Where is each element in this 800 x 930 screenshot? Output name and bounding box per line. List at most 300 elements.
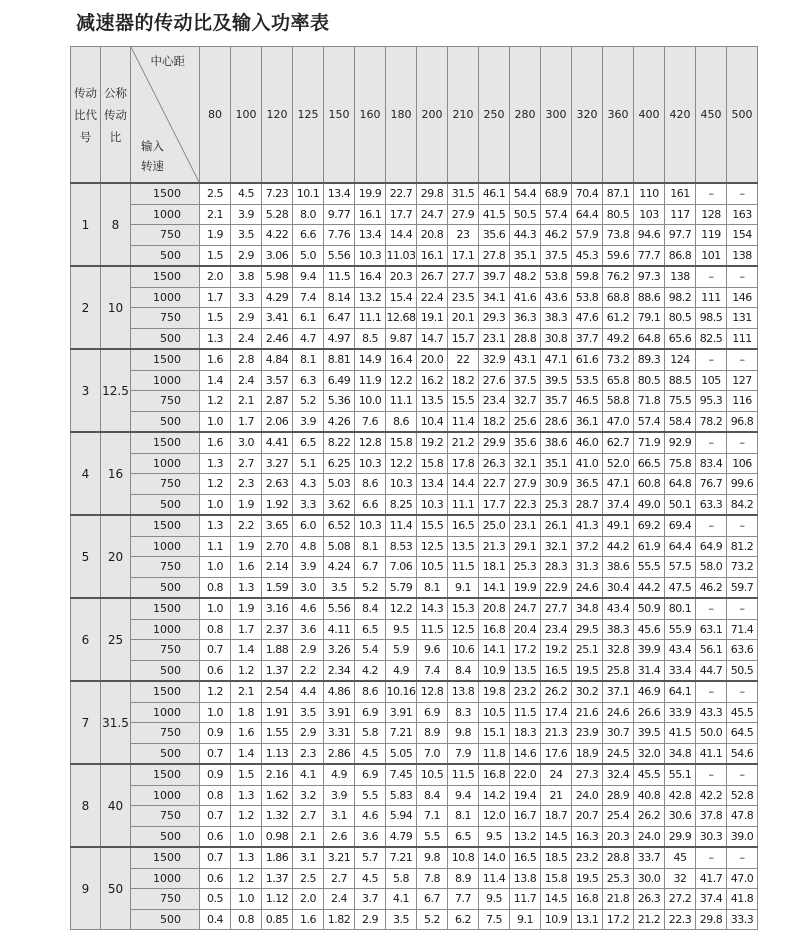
power-value-cell: 1.0 — [231, 889, 262, 910]
center-distance-header: 360 — [603, 47, 634, 184]
power-value-cell: 81.2 — [727, 536, 758, 557]
power-value-cell: 3.57 — [262, 370, 293, 391]
power-value-cell: – — [727, 266, 758, 287]
power-value-cell: 61.6 — [572, 349, 603, 370]
table-header — [71, 47, 758, 184]
power-value-cell: 3.91 — [386, 702, 417, 723]
power-value-cell: 27.2 — [665, 889, 696, 910]
power-value-cell: 13.5 — [417, 391, 448, 412]
power-value-cell: 0.8 — [200, 619, 231, 640]
power-value-cell: 71.8 — [634, 391, 665, 412]
power-value-cell: 57.4 — [541, 204, 572, 225]
power-value-cell: 50.5 — [727, 660, 758, 681]
power-value-cell: 4.24 — [324, 557, 355, 578]
power-value-cell: 3.1 — [324, 806, 355, 827]
center-distance-header: 280 — [510, 47, 541, 184]
input-speed-cell: 750 — [131, 474, 200, 495]
input-speed-cell: 1500 — [131, 266, 200, 287]
power-value-cell: 0.7 — [200, 743, 231, 764]
code-column-header: 传动 比代 号 — [71, 47, 101, 184]
power-value-cell: 2.9 — [231, 308, 262, 329]
power-value-cell: 111 — [696, 287, 727, 308]
power-value-cell: 10.3 — [355, 453, 386, 474]
power-value-cell: 9.8 — [417, 847, 448, 868]
power-value-cell: 2.1 — [200, 204, 231, 225]
power-value-cell: 80.5 — [634, 370, 665, 391]
power-value-cell: 9.5 — [386, 619, 417, 640]
center-distance-label: 中心距 — [150, 54, 185, 68]
input-speed-cell: 750 — [131, 640, 200, 661]
power-value-cell: 2.1 — [293, 826, 324, 847]
center-distance-header: 320 — [572, 47, 603, 184]
power-value-cell: 119 — [696, 225, 727, 246]
table-row — [71, 702, 758, 723]
power-value-cell: 13.8 — [510, 868, 541, 889]
power-value-cell: 9.6 — [417, 640, 448, 661]
power-value-cell: 4.84 — [262, 349, 293, 370]
power-value-cell: 47.0 — [727, 868, 758, 889]
power-value-cell: 5.94 — [386, 806, 417, 827]
power-value-cell: 9.1 — [510, 909, 541, 930]
power-value-cell: 24.5 — [603, 743, 634, 764]
power-value-cell: 33.3 — [727, 909, 758, 930]
power-value-cell: 47.6 — [572, 308, 603, 329]
power-value-cell: 14.1 — [479, 577, 510, 598]
power-value-cell: 0.9 — [200, 764, 231, 785]
power-value-cell: 138 — [665, 266, 696, 287]
power-value-cell: 9.77 — [324, 204, 355, 225]
power-value-cell: 27.3 — [572, 764, 603, 785]
power-value-cell: 49.1 — [603, 515, 634, 536]
power-value-cell: 47.1 — [603, 474, 634, 495]
ratio-code-cell: 8 — [71, 764, 101, 847]
power-value-cell: 34.1 — [479, 287, 510, 308]
power-value-cell: 23.2 — [572, 847, 603, 868]
power-value-cell: 26.2 — [541, 681, 572, 702]
power-value-cell: 34.8 — [665, 743, 696, 764]
power-value-cell: 89.3 — [634, 349, 665, 370]
table-row — [71, 287, 758, 308]
power-value-cell: 61.2 — [603, 308, 634, 329]
power-value-cell: 39.0 — [727, 826, 758, 847]
power-value-cell: 30.6 — [665, 806, 696, 827]
power-value-cell: 86.8 — [665, 245, 696, 266]
power-value-cell: 5.05 — [386, 743, 417, 764]
power-value-cell: 0.9 — [200, 723, 231, 744]
power-value-cell: 58.4 — [665, 411, 696, 432]
power-value-cell: 161 — [665, 183, 696, 204]
center-distance-header: 400 — [634, 47, 665, 184]
power-value-cell: 23.1 — [479, 328, 510, 349]
table-row — [71, 826, 758, 847]
input-speed-cell: 500 — [131, 660, 200, 681]
ratio-code-cell: 7 — [71, 681, 101, 764]
power-value-cell: 24.0 — [634, 826, 665, 847]
power-value-cell: 53.5 — [572, 370, 603, 391]
power-value-cell: 65.8 — [603, 370, 634, 391]
power-value-cell: 55.9 — [665, 619, 696, 640]
power-value-cell: 3.9 — [293, 411, 324, 432]
power-value-cell: – — [696, 515, 727, 536]
power-value-cell: 13.2 — [355, 287, 386, 308]
power-value-cell: 8.9 — [417, 723, 448, 744]
table-row — [71, 577, 758, 598]
power-value-cell: 14.5 — [541, 889, 572, 910]
power-value-cell: 13.5 — [448, 536, 479, 557]
table-row — [71, 764, 758, 785]
power-value-cell: 15.8 — [417, 453, 448, 474]
power-value-cell: 6.7 — [417, 889, 448, 910]
power-value-cell: 11.1 — [448, 494, 479, 515]
power-value-cell: 4.22 — [262, 225, 293, 246]
power-value-cell: 2.7 — [231, 453, 262, 474]
power-value-cell: 19.5 — [572, 660, 603, 681]
center-distance-header: 300 — [541, 47, 572, 184]
power-value-cell: 2.63 — [262, 474, 293, 495]
power-value-cell: 6.6 — [293, 225, 324, 246]
power-value-cell: 12.2 — [386, 370, 417, 391]
power-value-cell: 3.9 — [231, 204, 262, 225]
power-value-cell: 7.4 — [293, 287, 324, 308]
input-speed-cell: 1500 — [131, 183, 200, 204]
table-row — [71, 391, 758, 412]
power-value-cell: 9.1 — [448, 577, 479, 598]
power-value-cell: 35.6 — [479, 225, 510, 246]
power-value-cell: 25.0 — [479, 515, 510, 536]
power-value-cell: 8.4 — [448, 660, 479, 681]
power-value-cell: 28.8 — [603, 847, 634, 868]
power-value-cell: 138 — [727, 245, 758, 266]
power-value-cell: 10.8 — [448, 847, 479, 868]
power-value-cell: 50.9 — [634, 598, 665, 619]
power-value-cell: 64.8 — [665, 474, 696, 495]
power-value-cell: 15.8 — [541, 868, 572, 889]
power-value-cell: 21.3 — [479, 536, 510, 557]
power-value-cell: 19.5 — [572, 868, 603, 889]
power-value-cell: 3.6 — [293, 619, 324, 640]
power-value-cell: 75.5 — [665, 391, 696, 412]
power-value-cell: 10.3 — [355, 245, 386, 266]
power-value-cell: 8.5 — [355, 328, 386, 349]
power-value-cell: 18.2 — [448, 370, 479, 391]
center-distance-header: 160 — [355, 47, 386, 184]
power-value-cell: 44.3 — [510, 225, 541, 246]
power-value-cell: 12.5 — [417, 536, 448, 557]
power-value-cell: 1.5 — [200, 308, 231, 329]
power-value-cell: 1.7 — [200, 287, 231, 308]
power-value-cell: 26.6 — [634, 702, 665, 723]
power-value-cell: 44.7 — [696, 660, 727, 681]
power-value-cell: 68.9 — [541, 183, 572, 204]
power-value-cell: 105 — [696, 370, 727, 391]
power-value-cell: 21.2 — [634, 909, 665, 930]
power-value-cell: 22.9 — [541, 577, 572, 598]
input-speed-cell: 1500 — [131, 598, 200, 619]
power-value-cell: 10.3 — [417, 494, 448, 515]
power-value-cell: 1.2 — [231, 806, 262, 827]
power-value-cell: 2.4 — [231, 370, 262, 391]
power-value-cell: 37.1 — [603, 681, 634, 702]
power-value-cell: 1.0 — [231, 826, 262, 847]
power-value-cell: 2.1 — [231, 391, 262, 412]
power-value-cell: 6.1 — [293, 308, 324, 329]
power-value-cell: 0.8 — [200, 785, 231, 806]
power-value-cell: 16.5 — [541, 660, 572, 681]
power-value-cell: 131 — [727, 308, 758, 329]
power-value-cell: 23 — [448, 225, 479, 246]
power-value-cell: 47.0 — [603, 411, 634, 432]
power-value-cell: 57.4 — [634, 411, 665, 432]
power-value-cell: 3.65 — [262, 515, 293, 536]
power-value-cell: – — [696, 847, 727, 868]
power-value-cell: 3.5 — [324, 577, 355, 598]
table-row — [71, 868, 758, 889]
power-value-cell: 5.4 — [355, 640, 386, 661]
power-value-cell: 5.8 — [386, 868, 417, 889]
nominal-ratio-cell: 50 — [101, 847, 131, 930]
power-value-cell: 1.0 — [200, 494, 231, 515]
power-value-cell: 5.03 — [324, 474, 355, 495]
power-value-cell: 1.37 — [262, 660, 293, 681]
power-value-cell: 98.2 — [665, 287, 696, 308]
power-value-cell: 26.7 — [417, 266, 448, 287]
power-value-cell: 1.4 — [231, 743, 262, 764]
power-value-cell: 29.9 — [479, 432, 510, 453]
power-value-cell: 0.6 — [200, 660, 231, 681]
center-distance-header: 150 — [324, 47, 355, 184]
power-value-cell: 5.2 — [355, 577, 386, 598]
power-value-cell: 5.56 — [324, 245, 355, 266]
power-value-cell: 2.9 — [355, 909, 386, 930]
power-value-cell: 4.97 — [324, 328, 355, 349]
power-value-cell: 2.6 — [324, 826, 355, 847]
power-value-cell: 38.3 — [603, 619, 634, 640]
power-value-cell: 20.4 — [510, 619, 541, 640]
power-value-cell: 22.4 — [417, 287, 448, 308]
power-value-cell: 11.5 — [510, 702, 541, 723]
power-value-cell: 5.36 — [324, 391, 355, 412]
input-speed-cell: 500 — [131, 909, 200, 930]
power-value-cell: 1.2 — [200, 474, 231, 495]
center-distance-header: 200 — [417, 47, 448, 184]
power-value-cell: 12.5 — [448, 619, 479, 640]
power-value-cell: 79.1 — [634, 308, 665, 329]
power-value-cell: 2.87 — [262, 391, 293, 412]
power-value-cell: 29.3 — [479, 308, 510, 329]
power-value-cell: 1.0 — [200, 702, 231, 723]
power-value-cell: 1.3 — [231, 785, 262, 806]
power-value-cell: 39.5 — [541, 370, 572, 391]
power-value-cell: 2.46 — [262, 328, 293, 349]
power-value-cell: 1.1 — [200, 536, 231, 557]
power-value-cell: 6.52 — [324, 515, 355, 536]
power-value-cell: 11.4 — [479, 868, 510, 889]
power-value-cell: 1.0 — [200, 411, 231, 432]
power-value-cell: 4.11 — [324, 619, 355, 640]
power-value-cell: 23.2 — [510, 681, 541, 702]
power-value-cell: 5.83 — [386, 785, 417, 806]
power-value-cell: 4.5 — [355, 868, 386, 889]
input-speed-cell: 1500 — [131, 432, 200, 453]
power-value-cell: 111 — [727, 328, 758, 349]
table-row — [71, 640, 758, 661]
center-distance-header: 180 — [386, 47, 417, 184]
power-value-cell: 13.1 — [572, 909, 603, 930]
power-value-cell: 16.1 — [417, 245, 448, 266]
power-value-cell: 23.9 — [572, 723, 603, 744]
power-value-cell: 23.4 — [541, 619, 572, 640]
power-value-cell: 46.2 — [696, 577, 727, 598]
input-speed-label: 输入 转速 — [141, 139, 164, 173]
power-value-cell: 0.7 — [200, 806, 231, 827]
power-value-cell: 8.1 — [293, 349, 324, 370]
power-value-cell: 1.3 — [231, 577, 262, 598]
ratio-code-cell: 9 — [71, 847, 101, 930]
power-value-cell: 68.8 — [603, 287, 634, 308]
power-value-cell: 32.1 — [510, 453, 541, 474]
power-value-cell: 8.22 — [324, 432, 355, 453]
power-value-cell: 8.1 — [355, 536, 386, 557]
power-value-cell: 8.25 — [386, 494, 417, 515]
power-value-cell: – — [696, 349, 727, 370]
power-value-cell: 1.8 — [231, 702, 262, 723]
power-value-cell: 73.2 — [727, 557, 758, 578]
power-value-cell: 116 — [727, 391, 758, 412]
power-value-cell: 4.2 — [355, 660, 386, 681]
input-speed-cell: 1000 — [131, 536, 200, 557]
power-value-cell: 43.1 — [510, 349, 541, 370]
table-row — [71, 453, 758, 474]
power-value-cell: 1.2 — [231, 660, 262, 681]
power-value-cell: 8.4 — [417, 785, 448, 806]
power-value-cell: 11.7 — [510, 889, 541, 910]
power-value-cell: 25.4 — [603, 806, 634, 827]
power-value-cell: 14.4 — [448, 474, 479, 495]
power-value-cell: 18.9 — [572, 743, 603, 764]
table-row — [71, 743, 758, 764]
power-value-cell: 44.2 — [634, 577, 665, 598]
power-value-cell: 24.7 — [510, 598, 541, 619]
power-value-cell: 4.8 — [293, 536, 324, 557]
power-value-cell: 29.8 — [417, 183, 448, 204]
power-value-cell: 21 — [541, 785, 572, 806]
power-value-cell: 1.86 — [262, 847, 293, 868]
power-value-cell: 18.3 — [510, 723, 541, 744]
power-value-cell: 154 — [727, 225, 758, 246]
power-value-cell: 50.0 — [696, 723, 727, 744]
power-value-cell: 2.9 — [293, 723, 324, 744]
power-value-cell: 6.5 — [293, 432, 324, 453]
power-value-cell: 3.16 — [262, 598, 293, 619]
power-value-cell: 2.34 — [324, 660, 355, 681]
power-value-cell: 14.7 — [417, 328, 448, 349]
power-value-cell: 76.2 — [603, 266, 634, 287]
table-row — [71, 806, 758, 827]
power-value-cell: 44.2 — [603, 536, 634, 557]
power-value-cell: 45.5 — [634, 764, 665, 785]
power-value-cell: 1.0 — [200, 557, 231, 578]
table-row — [71, 515, 758, 536]
power-value-cell: 15.4 — [386, 287, 417, 308]
input-speed-cell: 1500 — [131, 349, 200, 370]
power-value-cell: 5.2 — [293, 391, 324, 412]
power-value-cell: 1.9 — [231, 536, 262, 557]
power-value-cell: 3.3 — [231, 287, 262, 308]
power-value-cell: 43.4 — [603, 598, 634, 619]
power-value-cell: 13.5 — [510, 660, 541, 681]
table-row — [71, 681, 758, 702]
table-row — [71, 494, 758, 515]
power-value-cell: – — [696, 266, 727, 287]
power-value-cell: 39.9 — [634, 640, 665, 661]
power-value-cell: 28.3 — [541, 557, 572, 578]
power-value-cell: 63.3 — [696, 494, 727, 515]
table-row — [71, 432, 758, 453]
power-value-cell: 1.91 — [262, 702, 293, 723]
power-value-cell: 11.5 — [417, 619, 448, 640]
power-value-cell: 8.6 — [386, 411, 417, 432]
power-value-cell: 17.2 — [603, 909, 634, 930]
power-value-cell: – — [696, 598, 727, 619]
power-value-cell: 11.5 — [324, 266, 355, 287]
power-value-cell: 4.41 — [262, 432, 293, 453]
nominal-ratio-cell: 10 — [101, 266, 131, 349]
power-value-cell: 3.8 — [231, 266, 262, 287]
power-value-cell: 5.08 — [324, 536, 355, 557]
power-value-cell: – — [696, 432, 727, 453]
power-value-cell: 10.0 — [355, 391, 386, 412]
power-value-cell: 1.55 — [262, 723, 293, 744]
power-value-cell: 1.3 — [200, 453, 231, 474]
table-row — [71, 785, 758, 806]
power-value-cell: – — [727, 764, 758, 785]
power-value-cell: 73.2 — [603, 349, 634, 370]
power-value-cell: 5.79 — [386, 577, 417, 598]
power-value-cell: 19.1 — [417, 308, 448, 329]
power-value-cell: 13.8 — [448, 681, 479, 702]
power-value-cell: 11.03 — [386, 245, 417, 266]
power-value-cell: 11.8 — [479, 743, 510, 764]
power-value-cell: 64.4 — [572, 204, 603, 225]
power-value-cell: 1.3 — [231, 847, 262, 868]
power-value-cell: 117 — [665, 204, 696, 225]
power-value-cell: 22.3 — [510, 494, 541, 515]
power-value-cell: 1.2 — [200, 681, 231, 702]
power-value-cell: 45 — [665, 847, 696, 868]
power-value-cell: 88.6 — [634, 287, 665, 308]
power-value-cell: 92.9 — [665, 432, 696, 453]
power-value-cell: 47.1 — [541, 349, 572, 370]
power-value-cell: 4.3 — [293, 474, 324, 495]
power-value-cell: 25.3 — [603, 868, 634, 889]
table-body — [71, 183, 758, 930]
power-value-cell: – — [727, 598, 758, 619]
power-value-cell: 38.6 — [603, 557, 634, 578]
power-value-cell: 88.5 — [665, 370, 696, 391]
power-value-cell: 57.5 — [665, 557, 696, 578]
power-value-cell: 25.3 — [510, 557, 541, 578]
power-value-cell: 1.6 — [231, 723, 262, 744]
power-value-cell: 15.5 — [417, 515, 448, 536]
center-distance-header: 125 — [293, 47, 324, 184]
power-value-cell: 27.7 — [541, 598, 572, 619]
power-value-cell: 53.8 — [572, 287, 603, 308]
input-speed-cell: 750 — [131, 723, 200, 744]
power-value-cell: 35.6 — [510, 432, 541, 453]
power-value-cell: 1.2 — [231, 868, 262, 889]
power-value-cell: 37.7 — [572, 328, 603, 349]
power-value-cell: 45.6 — [634, 619, 665, 640]
